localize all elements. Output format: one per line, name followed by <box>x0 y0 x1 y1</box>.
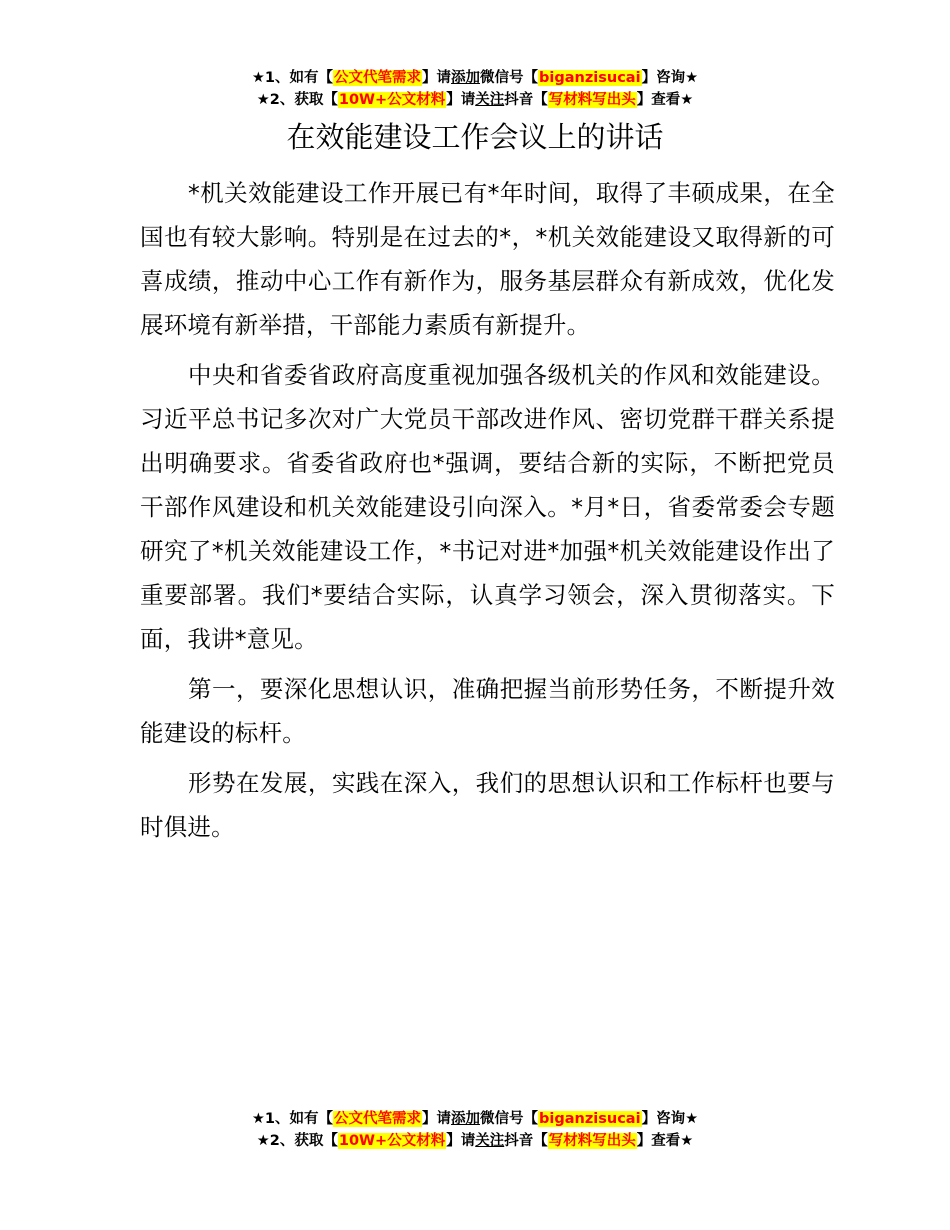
highlight-douyin: 写材料写出头 <box>548 92 636 108</box>
highlight-materials: 10W+公文材料 <box>338 1133 446 1149</box>
paragraph-4: 形势在发展，实践在深入，我们的思想认识和工作标杆也要与时俱进。 <box>140 769 835 841</box>
highlight-douyin: 写材料写出头 <box>548 1133 636 1149</box>
paragraph-1: *机关效能建设工作开展已有*年时间，取得了丰硕成果，在全国也有较大影响。特别是在过去的*，*机关效能建设又取得新的可喜成绩，推动中心工作有新作为，服务基层群众有新成效，优化发展环境有新举措，干部能力素质有新提升。 <box>140 179 835 339</box>
highlight-service: 公文代笔需求 <box>334 70 422 86</box>
document-title: 在效能建设工作会议上的讲话 <box>286 120 664 154</box>
header-promo-line-1: ★1、如有【公文代笔需求】请添加微信号【biganzisucai】咨询★ <box>251 70 699 86</box>
highlight-wechat-id: biganzisucai <box>539 70 641 86</box>
header-promo <box>0 67 950 111</box>
paragraph-2: 中央和省委省政府高度重视加强各级机关的作风和效能建设。习近平总书记多次对广大党员干部改进作风、密切党群干群关系提出明确要求。省委省政府也*强调，要结合新的实际，不断把党员干部作风建设和机关效能建设引向深入。*月*日，省委常委会专题研究了*机关效能建设工作，*书记对进*加强*机关效能建设作出了重要部署。我们*要结合实际，认真学习领会，深入贯彻落实。下面，我讲*意见。 <box>140 361 835 653</box>
footer-promo-line-2: ★2、获取【10W+公文材料】请关注抖音【写材料写出头】查看★ <box>256 1133 694 1149</box>
highlight-wechat-id: biganzisucai <box>539 1111 641 1127</box>
header-promo-line-2: ★2、获取【10W+公文材料】请关注抖音【写材料写出头】查看★ <box>256 92 694 108</box>
document-body <box>140 171 835 855</box>
footer-promo <box>0 1108 950 1152</box>
paragraph-3: 第一，要深化思想认识，准确把握当前形势任务，不断提升效能建设的标杆。 <box>140 675 835 747</box>
highlight-materials: 10W+公文材料 <box>338 92 446 108</box>
highlight-service: 公文代笔需求 <box>334 1111 422 1127</box>
footer-promo-line-1: ★1、如有【公文代笔需求】请添加微信号【biganzisucai】咨询★ <box>251 1111 699 1127</box>
